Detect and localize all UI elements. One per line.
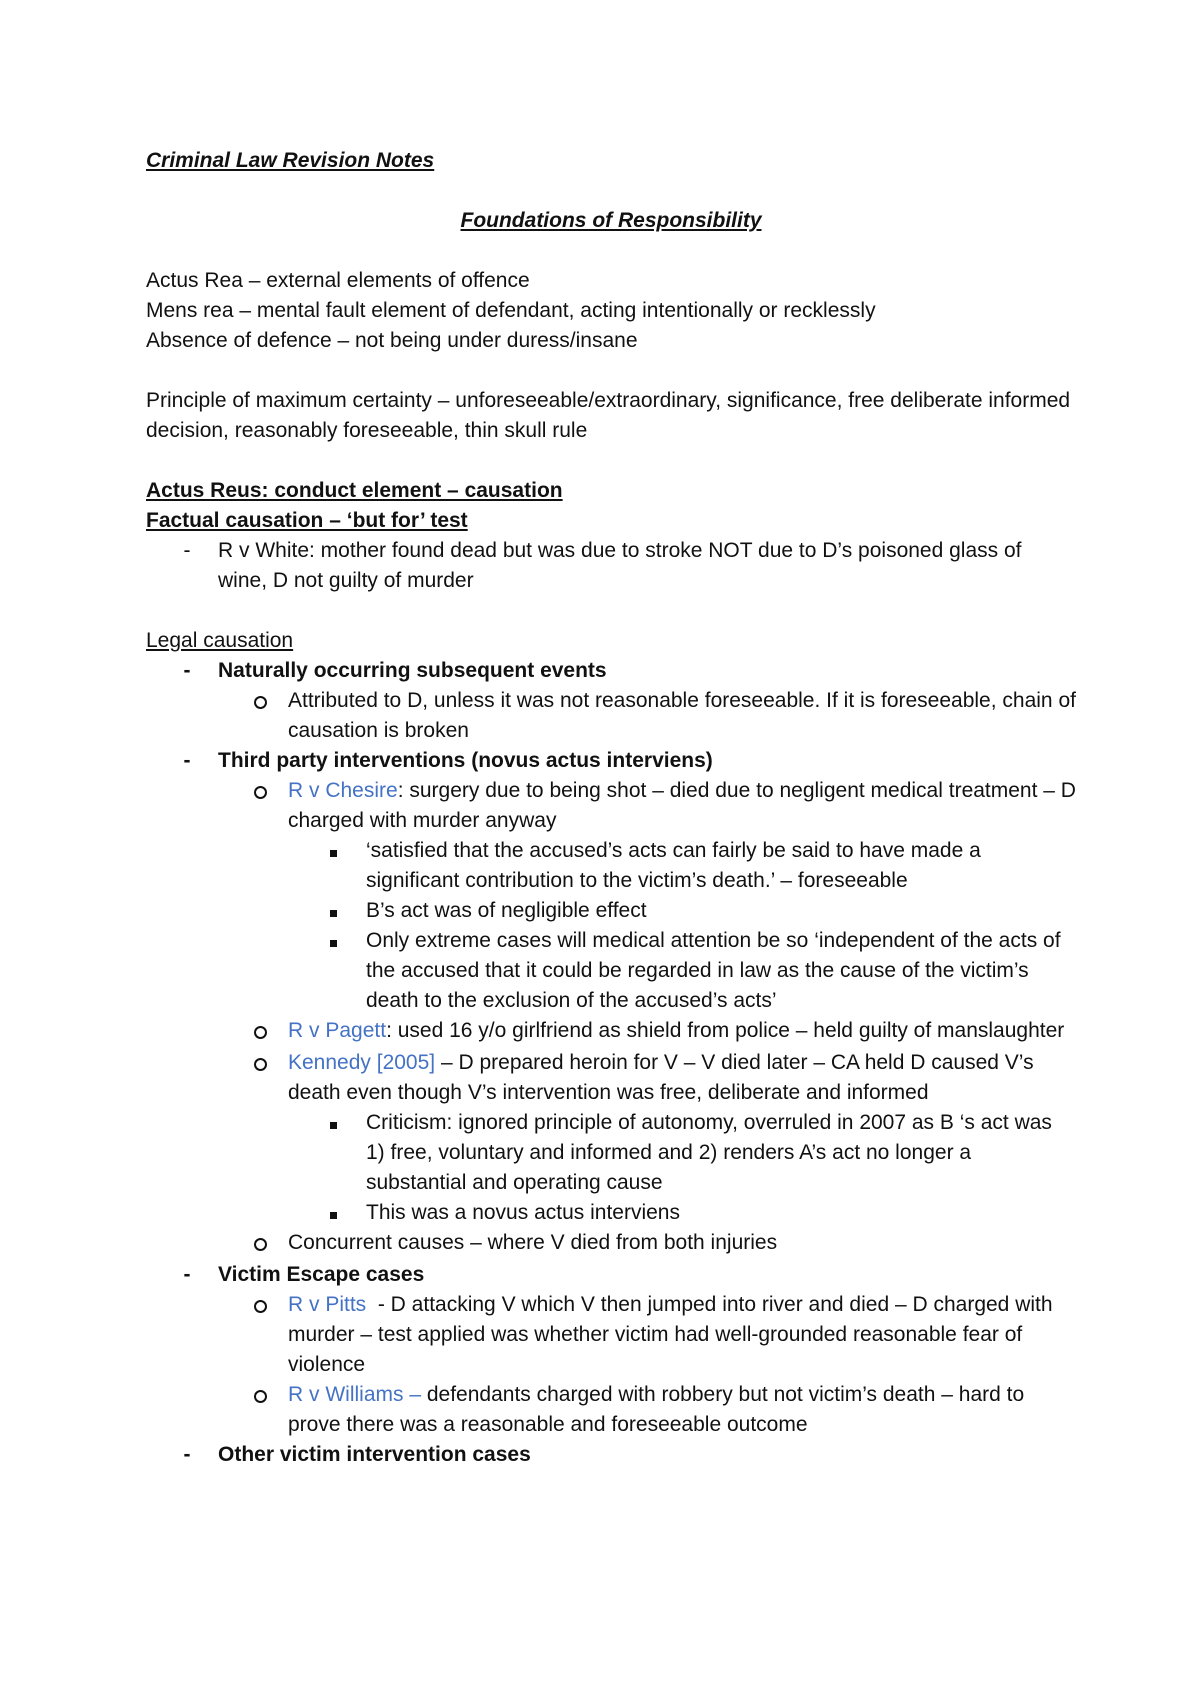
circle-bullet-icon — [254, 1290, 288, 1380]
square-bullet-icon — [326, 1108, 366, 1198]
list-item — [182, 746, 1076, 776]
list-item — [326, 926, 1076, 1016]
circle-bullet-icon — [254, 1048, 288, 1108]
dash-bullet-icon: - — [183, 659, 191, 682]
kennedy-entry — [288, 1048, 1076, 1108]
white-case-text: R v White: mother found dead but was due to stroke NOT due to D’s poisoned glass of wine, D not guilty of murder — [218, 539, 1022, 592]
list-item — [254, 1016, 1076, 1048]
list-item — [254, 1048, 1076, 1108]
list-item — [254, 1380, 1076, 1440]
list-item — [182, 1260, 1076, 1290]
case-name-kennedy: Kennedy [2005] — [288, 1051, 436, 1074]
case-name-pitts: R v Pitts — [288, 1293, 367, 1316]
dash-bullet-icon: - — [183, 1443, 191, 1466]
section-title: Foundations of Responsibility — [460, 209, 762, 232]
third-party-label: Third party interventions (novus actus interviens) — [218, 749, 713, 772]
factual-causation-heading: Factual causation – ‘but for’ test — [146, 509, 468, 532]
pagett-entry — [288, 1016, 1076, 1048]
chesire-text: : surgery due to being shot – died due to negligent medical treatment – D charged with murder anyway — [288, 779, 1076, 832]
spacer — [146, 356, 1076, 386]
victim-escape-label: Victim Escape cases — [218, 1263, 425, 1286]
circle-bullet-icon — [254, 776, 288, 836]
list-item — [254, 776, 1076, 836]
list-item — [182, 536, 1076, 596]
document-title: Criminal Law Revision Notes — [146, 149, 435, 172]
pitts-entry — [288, 1290, 1076, 1380]
kennedy-point: This was a novus actus interviens — [366, 1201, 680, 1224]
list-item — [326, 836, 1076, 896]
square-bullet-icon — [326, 1198, 366, 1228]
case-name-chesire: R v Chesire — [288, 779, 398, 802]
kennedy-text: – D prepared heroin for V – V died later – CA held D caused V’s death even though V’s intervention was free, deliberate and informed — [288, 1051, 1034, 1104]
definition-mens: Mens rea – mental fault element of defendant, acting intentionally or recklessly — [146, 299, 876, 322]
list-item — [254, 1290, 1076, 1380]
spacer — [146, 446, 1076, 476]
list-item — [182, 1440, 1076, 1470]
principle-paragraph: Principle of maximum certainty – unforeseeable/extraordinary, significance, free deliberate informed decision, reasonably foreseeable, thin skull rule — [146, 389, 1071, 442]
definition-defence: Absence of defence – not being under duress/insane — [146, 329, 638, 352]
actus-reus-heading: Actus Reus: conduct element – causation — [146, 479, 563, 502]
pitts-text: - D attacking V which V then jumped into river and died – D charged with murder – test applied was whether victim had well-grounded reasonable fear of violence — [288, 1293, 1059, 1376]
chesire-point: ‘satisfied that the accused’s acts can fairly be said to have made a significant contribution to the victim’s death.’ – foreseeable — [366, 839, 981, 892]
natural-events-label: Naturally occurring subsequent events — [218, 659, 607, 682]
spacer — [146, 236, 1076, 266]
circle-bullet-icon — [254, 686, 288, 746]
definition-actus: Actus Rea – external elements of offence — [146, 269, 530, 292]
chesire-entry — [288, 776, 1076, 836]
list-item — [326, 896, 1076, 926]
circle-bullet-icon — [254, 1380, 288, 1440]
circle-bullet-icon — [254, 1228, 288, 1260]
williams-text: defendants charged with robbery but not victim’s death – hard to prove there was a reasonable and foreseeable outcome — [288, 1383, 1025, 1436]
concurrent-causes-text: Concurrent causes – where V died from both injuries — [288, 1231, 778, 1254]
kennedy-point: Criticism: ignored principle of autonomy, overruled in 2007 as B ‘s act was 1) free, voluntary and informed and 2) renders A’s act no longer a substantial and operating cause — [366, 1111, 1052, 1194]
case-name-pagett: R v Pagett — [288, 1019, 387, 1042]
square-bullet-icon — [326, 896, 366, 926]
spacer — [146, 176, 1076, 206]
list-item — [254, 1228, 1076, 1260]
williams-entry — [288, 1380, 1076, 1440]
spacer — [146, 596, 1076, 626]
chesire-point: Only extreme cases will medical attention be so ‘independent of the acts of the accused that it could be regarded in law as the cause of the victim’s death to the exclusion of the accused’s acts’ — [366, 929, 1061, 1012]
document-body — [146, 146, 1076, 1470]
other-victim-label: Other victim intervention cases — [218, 1443, 531, 1466]
circle-bullet-icon — [254, 1016, 288, 1048]
pagett-text: : used 16 y/o girlfriend as shield from police – held guilty of manslaughter — [386, 1019, 1065, 1042]
list-item — [254, 686, 1076, 746]
dash-bullet-icon: - — [183, 749, 191, 772]
list-item — [326, 1198, 1076, 1228]
square-bullet-icon — [326, 836, 366, 896]
dash-bullet-icon: - — [183, 539, 191, 562]
list-item — [182, 656, 1076, 686]
square-bullet-icon — [326, 926, 366, 1016]
natural-events-text: Attributed to D, unless it was not reasonable foreseeable. If it is foreseeable, chain of causation is broken — [288, 689, 1076, 742]
chesire-point: B’s act was of negligible effect — [366, 899, 647, 922]
case-name-williams: R v Williams – — [288, 1383, 422, 1406]
legal-causation-heading: Legal causation — [146, 629, 294, 652]
dash-bullet-icon: - — [183, 1263, 191, 1286]
list-item — [326, 1108, 1076, 1198]
